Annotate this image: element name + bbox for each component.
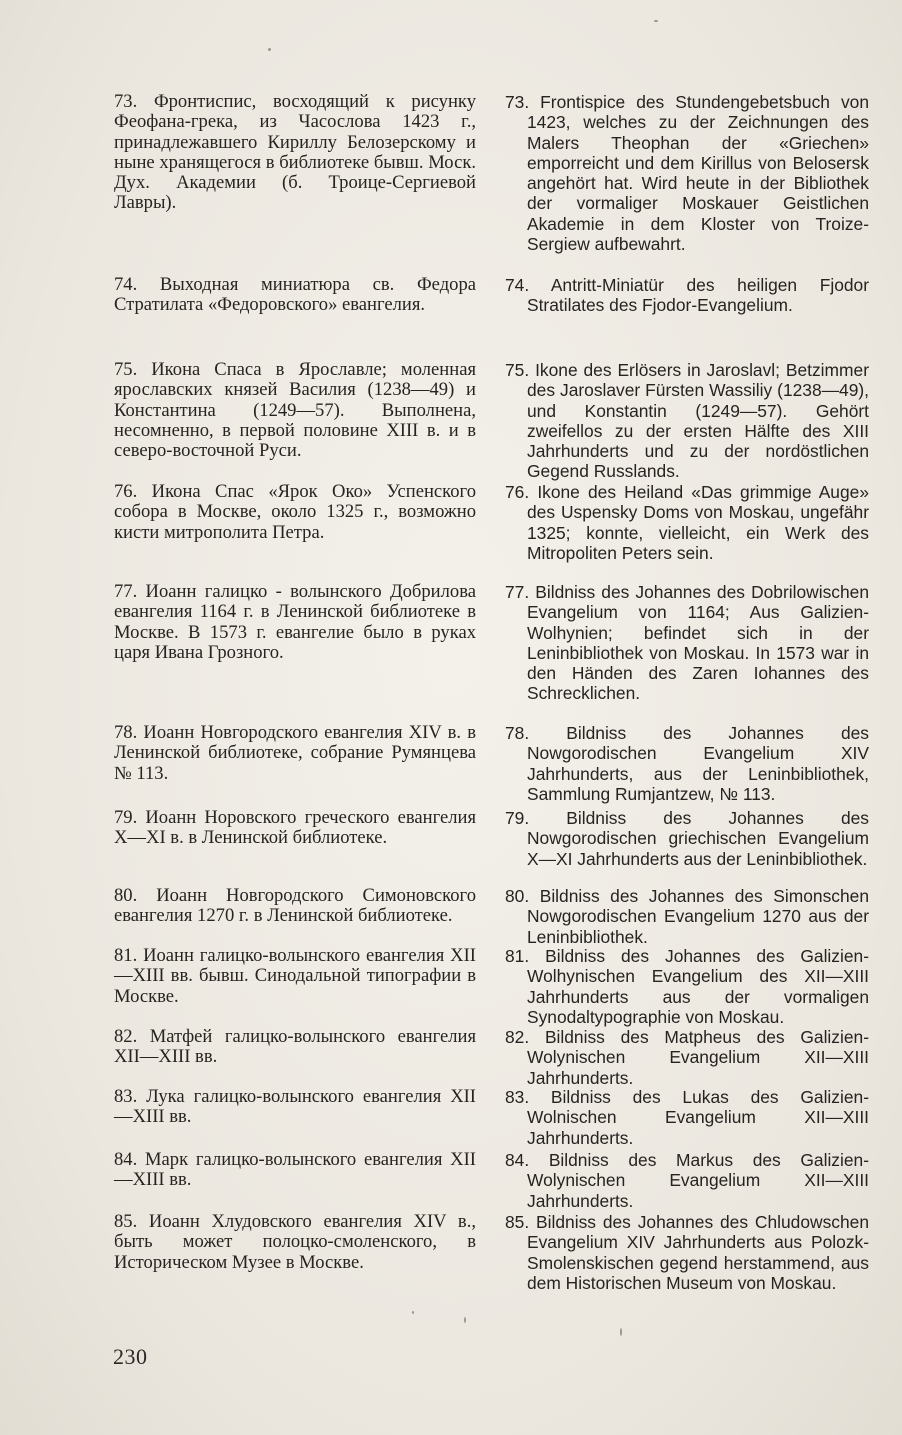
caption-ru-77: 77. Иоанн галицко - волынского Добрилова евангелия 1164 г. в Ленинской библиотеке в Москве. В 1573 г. евангелие было в руках царя Ивана Грозного. [114, 581, 476, 663]
caption-ru-75: 75. Икона Спаса в Ярославле; моленная ярославских князей Василия (1238—49) и Константина (1249—57). Выполнена, несомненно, в первой половине XIII в. и в северо-восточной Руси. [114, 359, 476, 462]
caption-ru-83: 83. Лука галицко-волынского евангелия XII—XIII вв. [114, 1086, 476, 1128]
caption-ru-74: 74. Выходная миниатюра св. Федора Стратилата «Федоровского» евангелия. [114, 274, 476, 316]
caption-ru-82: 82. Матфей галицко-волынского евангелия XII—XIII вв. [114, 1026, 476, 1068]
caption-ru-79: 79. Иоанн Норовского греческого евангелия X—XI в. в Ленинской библиотеке. [114, 807, 476, 849]
page-number: 230 [113, 1344, 148, 1369]
caption-de-74: 74. Antritt-Miniatür des heiligen Fjodor Stratilates des Fjodor-Evangelium. [505, 275, 869, 316]
paper-speck [620, 1328, 622, 1336]
caption-de-85: 85. Bildniss des Johannes des Chludowschen Evangelium XIV Jahrhunderts aus Polozk-Smolenskischen gegend herstammend, aus dem Historischen Museum von Moskau. [505, 1212, 869, 1293]
caption-ru-78: 78. Иоанн Новгородского евангелия XIV в. в Ленинской библиотеке, собрание Румянцева № 113. [114, 722, 476, 784]
caption-de-73: 73. Frontispice des Stundengebetsbuch von 1423, welches zu der Zeichnungen des Malers Theophan der «Griechen» emporreicht und dem Kirillus von Belosersk angehört hat. Wird heute in der Bibliothek der vormaliger Moskauer Geistlichen Akademie in dem Kloster von Troize-Sergiew aufbewahrt. [505, 92, 869, 255]
paper-speck [268, 48, 271, 51]
paper-speck [464, 1317, 466, 1323]
caption-ru-80: 80. Иоанн Новгородского Симоновского евангелия 1270 г. в Ленинской библиотеке. [114, 885, 476, 927]
paper-speck [412, 1311, 414, 1314]
caption-de-75: 75. Ikone des Erlösers in Jaroslavl; Betzimmer des Jaroslaver Fürsten Wassiliy (1238—49), und Konstantin (1249—57). Gehört zweifellos zu der ersten Hälfte des XIII Jahrhunderts und zu der nordöstlichen Gegend Russlands. [505, 360, 869, 482]
caption-de-77: 77. Bildniss des Johannes des Dobrilowischen Evangelium von 1164; Aus Galizien-Wolhynien; befindet sich in der Leninbibliothek von Moskau. In 1573 war in den Händen des Zaren Iohannes des Schrecklichen. [505, 582, 869, 704]
caption-de-82: 82. Bildniss des Matpheus des Galizien-Wolynischen Evangelium XII—XIII Jahrhunderts. [505, 1027, 869, 1088]
caption-ru-81: 81. Иоанн галицко-волынского евангелия XII—XIII вв. бывш. Синодальной типографии в Москве. [114, 945, 476, 1007]
paper-speck [654, 20, 658, 22]
caption-ru-76: 76. Икона Спас «Ярок Око» Успенского собора в Москве, около 1325 г., возможно кисти митрополита Петра. [114, 481, 476, 543]
caption-de-79: 79. Bildniss des Johannes des Nowgorodischen griechischen Evangelium X—XI Jahrhunderts aus der Leninbibliothek. [505, 808, 869, 869]
caption-de-78: 78. Bildniss des Johannes des Nowgorodischen Evangelium XIV Jahrhunderts, aus der Leninbibliothek, Sammlung Rumjantzew, № 113. [505, 723, 869, 804]
caption-de-84: 84. Bildniss des Markus des Galizien-Wolynischen Evangelium XII—XIII Jahrhunderts. [505, 1150, 869, 1211]
caption-ru-85: 85. Иоанн Хлудовского евангелия XIV в., быть может полоцко-смоленского, в Историческом Музее в Москве. [114, 1211, 476, 1273]
caption-ru-84: 84. Марк галицко-волынского евангелия XII—XIII вв. [114, 1149, 476, 1191]
caption-ru-73: 73. Фронтиспис, восходящий к рисунку Феофана-грека, из Часослова 1423 г., принадлежавшего Кириллу Белозерскому и ныне хранящегося в библиотеке бывш. Моск. Дух. Академии (б. Троице-Сергиевой Лавры). [114, 91, 476, 214]
caption-de-80: 80. Bildniss des Johannes des Simonschen Nowgorodischen Evangelium 1270 aus der Leninbibliothek. [505, 886, 869, 947]
caption-de-83: 83. Bildniss des Lukas des Galizien-Wolnischen Evangelium XII—XIII Jahrhunderts. [505, 1087, 869, 1148]
caption-de-76: 76. Ikone des Heiland «Das grimmige Auge» des Uspensky Doms von Moskau, ungefähr 1325; konnte, vielleicht, ein Werk des Mitropoliten Peters sein. [505, 482, 869, 563]
caption-de-81: 81. Bildniss des Johannes des Galizien-Wolhynischen Evangelium des XII—XIII Jahrhunderts aus der vormaligen Synodaltypographie von Moskau. [505, 946, 869, 1027]
